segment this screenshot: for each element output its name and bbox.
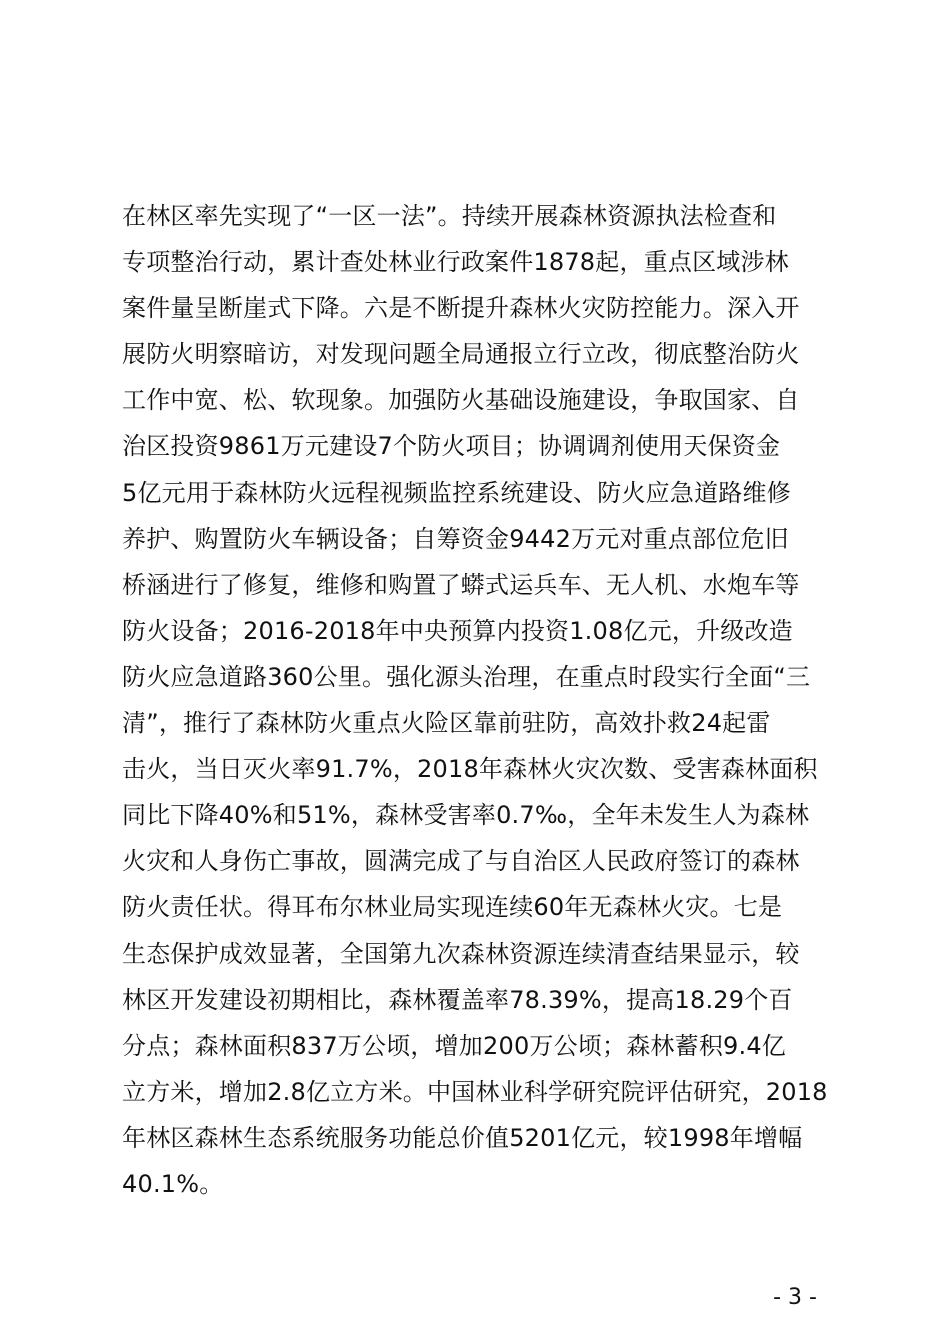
text-line: 桥涵进行了修复，维修和购置了蟒式运兵车、无人机、水炮车等 bbox=[122, 570, 800, 599]
text-line: 养护、购置防火车辆设备；自筹资金9442万元对重点部位危旧 bbox=[122, 524, 789, 553]
text-line: 专项整治行动，累计查处林业行政案件1878起，重点区域涉林 bbox=[122, 248, 789, 277]
text-line: 治区投资9861万元建设7个防火项目；协调调剂使用天保资金 bbox=[122, 432, 781, 461]
text-line: 在林区率先实现了“一区一法”。持续开展森林资源执法检查和 bbox=[122, 202, 777, 230]
text-line: 工作中宽、松、软现象。加强防火基础设施建设，争取国家、自 bbox=[122, 386, 800, 415]
text-line: 5亿元用于森林防火远程视频监控系统建设、防火应急道路维修 bbox=[122, 478, 791, 507]
text-line: 火灾和人身伤亡事故，圆满完成了与自治区人民政府签订的森林 bbox=[122, 847, 800, 876]
text-line: 防火责任状。得耳布尔林业局实现连续60年无森林火灾。七是 bbox=[122, 893, 783, 922]
page-number: - 3 - bbox=[773, 1285, 817, 1310]
text-line: 年林区森林生态系统服务功能总价值5201亿元，较1998年增幅 bbox=[122, 1123, 803, 1152]
text-line: 展防火明察暗访，对发现问题全局通报立行立改，彻底整治防火 bbox=[122, 340, 800, 369]
text-line: 击火，当日灭火率91.7%，2018年森林火灾次数、受害森林面积 bbox=[122, 755, 818, 784]
text-line: 清”，推行了森林防火重点火险区靠前驻防，高效扑救24起雷 bbox=[122, 709, 771, 738]
text-line: 立方米，增加2.8亿立方米。中国林业科学研究院评估研究，2018 bbox=[122, 1077, 828, 1106]
text-line: 分点；森林面积837万公顷，增加200万公顷；森林蓄积9.4亿 bbox=[122, 1031, 786, 1060]
text-line: 同比下降40%和51%，森林受害率0.7‰，全年未发生人为森林 bbox=[122, 801, 810, 830]
body-paragraph bbox=[122, 193, 862, 1207]
text-line: 40.1%。 bbox=[122, 1169, 224, 1198]
text-line: 案件量呈断崖式下降。六是不断提升森林火灾防控能力。深入开 bbox=[122, 294, 800, 323]
text-line: 生态保护成效显著，全国第九次森林资源连续清查结果显示，较 bbox=[122, 939, 800, 968]
text-line: 林区开发建设初期相比，森林覆盖率78.39%，提高18.29个百 bbox=[122, 985, 793, 1014]
text-line: 防火应急道路360公里。强化源头治理，在重点时段实行全面“三 bbox=[122, 662, 811, 691]
text-line: 防火设备；2016-2018年中央预算内投资1.08亿元，升级改造 bbox=[122, 616, 793, 645]
